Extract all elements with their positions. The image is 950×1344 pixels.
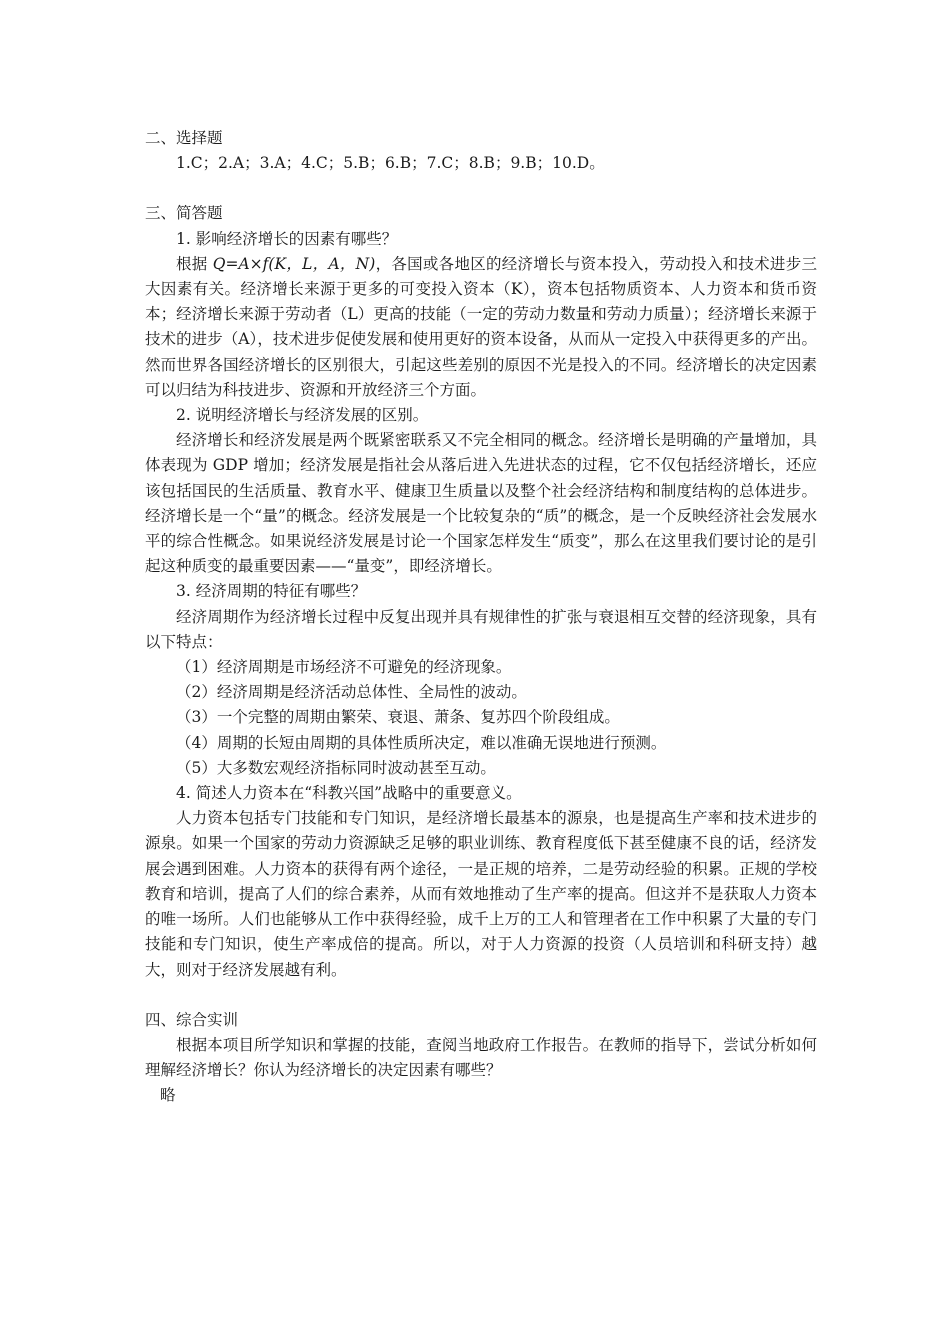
question-1-title: 1. 影响经济增长的因素有哪些？ <box>176 229 398 248</box>
formula-equals: = <box>225 254 239 273</box>
question-2-answer: 经济增长和经济发展是两个既紧密联系又不完全相同的概念。经济增长是明确的产量增加，具体表现为 GDP 增加；经济发展是指社会从落后进入先进状态的过程，它不仅包括经济增长，还应该包括国民的生活质量、教育水平、健康卫生质量以及整个社会经济结构和制度结构的总体进步。经济增长是一个“量”的概念。经济发展是一个比较复杂的“质”的概念，是一个反映经济社会发展水平的综合性概念。如果说经济发展是讨论一个国家怎样发生“质变”，那么在这里我们要讨论的是引起这种质变的最重要因素——“量变”，即经济增长。 <box>145 431 817 576</box>
section-gap <box>145 983 817 1008</box>
question-3-intro: 经济周期作为经济增长过程中反复出现并具有规律性的扩张与衰退相互交替的经济现象，具有以下特点： <box>145 607 817 651</box>
section-heading-short-answer: 三、简答题 <box>145 204 223 223</box>
formula-a: A <box>238 254 250 273</box>
answer-text: ，各国或各地区的经济增长与资本投入，劳动投入和技术进步三大因素有关。经济增长来源于更多的可变投入资本（K），资本包括物质资本、人力资本和货币资本；经济增长来源于劳动者（L）更高的技能（一定的劳动力数量和劳动力质量）；经济增长来源于技术的进步（A），技术进步促使发展和使用更好的资本设备，从而从一定投入中获得更多的产出。然而世界各国经济增长的区别很大，引起这些差别的原因不光是投入的不同。经济增长的决定因素可以归结为科技进步、资源和开放经济三个方面。 <box>145 254 817 399</box>
question-3-point: （5）大多数宏观经济指标同时波动甚至互动。 <box>176 758 496 777</box>
practice-task: 根据本项目所学知识和掌握的技能，查阅当地政府工作报告。在教师的指导下，尝试分析如何理解经济增长？你认为经济增长的决定因素有哪些？ <box>145 1035 817 1080</box>
question-3-point: （4）周期的长短由周期的具体性质所决定，难以准确无误地进行预测。 <box>176 733 667 752</box>
question-3-point: （2）经济周期是经济活动总体性、全局性的波动。 <box>176 683 527 702</box>
question-2-title: 2. 说明经济增长与经济发展的区别。 <box>176 406 429 425</box>
formula-q: Q <box>212 254 226 273</box>
question-1-answer <box>145 252 817 403</box>
question-3-point: （1）经济周期是市场经济不可避免的经济现象。 <box>176 658 512 677</box>
formula-times: × <box>249 254 263 273</box>
section-heading-practice: 四、综合实训 <box>145 1010 239 1029</box>
section-gap <box>145 176 817 201</box>
formula-prefix: 根据 <box>176 254 213 273</box>
formula-args: (K，L，A，N) <box>268 254 376 273</box>
practice-answer: 略 <box>160 1086 176 1105</box>
formula-f: f <box>262 254 269 273</box>
question-3-point: （3）一个完整的周期由繁荣、衰退、萧条、复苏四个阶段组成。 <box>176 708 620 727</box>
section-heading-choice: 二、选择题 <box>145 129 223 147</box>
choice-answers: 1.C；2.A；3.A；4.C；5.B；6.B；7.C；8.B；9.B；10.D。 <box>176 154 605 173</box>
question-4-title: 4. 简述人力资本在“科教兴国”战略中的重要意义。 <box>176 784 522 803</box>
question-3-title: 3. 经济周期的特征有哪些？ <box>176 582 367 601</box>
question-4-answer: 人力资本包括专门技能和专门知识，是经济增长最基本的源泉，也是提高生产率和技术进步的源泉。如果一个国家的劳动力资源缺乏足够的职业训练、教育程度低下甚至健康不良的话，经济发展会遇到困难。人力资本的获得有两个途径，一是正规的培养，二是劳动经验的积累。正规的学校教育和培训，提高了人们的综合素养，从而有效地推动了生产率的提高。但这并不是获取人力资本的唯一场所。人们也能够从工作中获得经验，成千上万的工人和管理者在工作中积累了大量的专门技能和专门知识，使生产率成倍的提高。所以，对于人力资源的投资（人员培训和科研支持）越大，则对于经济发展越有利。 <box>145 809 817 979</box>
document-body <box>145 126 817 1109</box>
